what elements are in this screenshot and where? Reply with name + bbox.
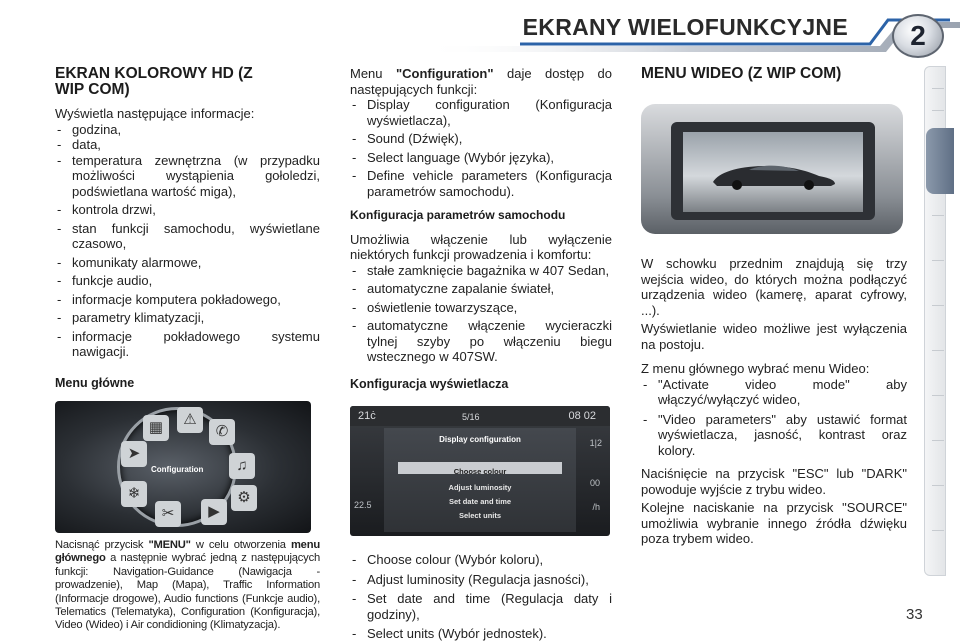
section-title-hd-screen: EKRAN KOLOROWY HD (Z WIP COM) bbox=[55, 65, 253, 98]
list-item: - stałe zamknięcie bagażnika w 407 Sedan, bbox=[350, 263, 612, 279]
page-number: 33 bbox=[906, 606, 923, 623]
list-item: - Define vehicle parameters (Konfiguracja parametrów samochodu). bbox=[350, 168, 612, 199]
tab-divider bbox=[932, 305, 944, 306]
satellite-icon: ✆ bbox=[209, 419, 235, 445]
warning-icon: ⚠ bbox=[177, 407, 203, 433]
list-item: - data, bbox=[55, 137, 320, 153]
configuration-list bbox=[350, 97, 612, 199]
list-item: - funkcje audio, bbox=[55, 273, 320, 289]
list-item: - informacje komputera pokładowego, bbox=[55, 292, 320, 308]
tab-divider bbox=[932, 350, 944, 351]
list-item: - Select units (Wybór jednostek). bbox=[350, 626, 612, 642]
screen-side-readout: 00 bbox=[589, 478, 600, 488]
caption-menu-key: "MENU" bbox=[148, 539, 191, 551]
settings-icon: ⚙ bbox=[231, 485, 257, 511]
video-icon: ▶ bbox=[201, 499, 227, 525]
list-item: - stan funkcji samochodu, wyświetlane czasowo, bbox=[55, 221, 320, 252]
page-header-title: EKRANY WIELOFUNKCYJNE bbox=[522, 14, 848, 40]
display-config-list bbox=[350, 552, 612, 642]
tab-divider bbox=[932, 215, 944, 216]
intro-text: Menu bbox=[350, 66, 383, 81]
caption-text: Nacisnąć przycisk bbox=[55, 539, 144, 551]
glovebox-video-photo bbox=[641, 104, 903, 234]
display-configuration-photo bbox=[350, 406, 610, 536]
tools-icon: ✂ bbox=[155, 501, 181, 527]
column-hd-screen bbox=[55, 66, 320, 633]
navigation-icon: ➤ bbox=[121, 441, 147, 467]
intro-text: daje dostęp do następujących funkcji: bbox=[350, 66, 612, 97]
caption-text: a następnie wybrać jedną z następujących funkcji: Navigation-Guidance (Nawigacja - prowadzenie), Map (Mapa), Traffic Information (Informacje drogowe), Audio functions (Funkcje audio), Telematics (Telematyka), Configuration (Konfiguracja), Video (Wideo) i Air condidioning (Klimatyzacja). bbox=[55, 552, 320, 632]
hd-screen-intro: Wyświetla następujące informacje: bbox=[55, 106, 255, 121]
screen-temperature: 21ċ bbox=[358, 410, 376, 422]
list-item: - kontrola drzwi, bbox=[55, 202, 320, 218]
map-icon: ▦ bbox=[143, 415, 169, 441]
vehicle-params-heading: Konfiguracja parametrów samochodu bbox=[350, 208, 566, 222]
main-menu-photo bbox=[55, 401, 311, 533]
tab-divider bbox=[932, 260, 944, 261]
air-conditioning-icon: ❄ bbox=[121, 481, 147, 507]
list-item: - komunikaty alarmowe, bbox=[55, 255, 320, 271]
video-menu-intro: Z menu głównego wybrać menu Wideo: bbox=[641, 361, 870, 376]
main-menu-caption bbox=[55, 539, 320, 633]
column-configuration bbox=[350, 66, 612, 642]
vehicle-params-text: Umożliwia włączenie lub wyłączenie niektórych funkcji prowadzenia i komfortu: bbox=[350, 231, 612, 262]
active-chapter-tab bbox=[926, 128, 954, 194]
screen-menu-item: Set date and time bbox=[448, 497, 512, 506]
list-item: - "Video parameters" aby ustawić format wyświetlacza, jasność, kontrast oraz kolory. bbox=[641, 412, 907, 459]
list-item: - "Activate video mode" aby włączyć/wyłączyć wideo, bbox=[641, 377, 907, 408]
section-title-video-menu: MENU WIDEO (Z WIP COM) bbox=[641, 65, 842, 82]
main-menu-heading: Menu główne bbox=[55, 375, 135, 390]
display-configuration-menu bbox=[384, 428, 576, 532]
screen-menu-item: Adjust luminosity bbox=[448, 483, 512, 492]
video-menu-list bbox=[641, 377, 907, 459]
screen-menu-item: Select units bbox=[458, 511, 502, 520]
chapter-number-badge: 2 bbox=[892, 14, 944, 58]
display-config-heading: Konfiguracja wyświetlacza bbox=[350, 376, 509, 391]
caption-main-menu: menu głównego bbox=[55, 539, 320, 565]
list-item: - godzina, bbox=[55, 122, 320, 138]
list-item: - oświetlenie towarzyszące, bbox=[350, 300, 612, 316]
configuration-menu-name: "Configuration" bbox=[396, 66, 494, 81]
vehicle-params-list bbox=[350, 263, 612, 365]
list-item: - parametry klimatyzacji, bbox=[55, 310, 320, 326]
tab-divider bbox=[932, 88, 944, 89]
column-video-menu bbox=[641, 66, 907, 547]
list-item: - temperatura zewnętrzna (w przypadku możliwości wystąpienia gołoledzi, podświetlana wartość miga), bbox=[55, 153, 320, 200]
tab-divider bbox=[932, 395, 944, 396]
screen-status-bar bbox=[350, 406, 610, 426]
tab-divider bbox=[932, 110, 944, 111]
screen-side-readout: 1|2 bbox=[589, 438, 602, 448]
video-screen bbox=[683, 132, 863, 212]
list-item: - automatyczne zapalanie świateł, bbox=[350, 281, 612, 297]
video-exit-text: Naciśnięcie na przycisk "ESC" lub "DARK" powoduje wyjście z trybu wideo. bbox=[641, 466, 907, 497]
list-item: - Display configuration (Konfiguracja wyświetlacza), bbox=[350, 97, 612, 128]
configuration-intro bbox=[350, 66, 612, 97]
screen-date: 5/16 bbox=[462, 412, 480, 422]
list-item: - Select language (Wybór języka), bbox=[350, 150, 612, 166]
list-item: - Choose colour (Wybór koloru), bbox=[350, 552, 612, 568]
list-item: - Sound (Dźwięk), bbox=[350, 131, 612, 147]
screen-side-readout: /h bbox=[592, 502, 600, 512]
hd-screen-info-list bbox=[55, 122, 320, 360]
video-source-text: Kolejne naciskanie na przycisk "SOURCE" umożliwia wybranie innego źródła dźwięku poza trybem wideo. bbox=[641, 500, 907, 546]
screen-menu-title: Display configuration bbox=[439, 435, 521, 444]
list-item: - Adjust luminosity (Regulacja jasności), bbox=[350, 572, 612, 588]
list-item: - automatyczne włączenie wycieraczki tylnej szyby po włączeniu biegu wstecznego w 407SW. bbox=[350, 318, 612, 365]
caption-text: w celu otworzenia bbox=[195, 539, 286, 551]
video-inputs-text: W schowku przednim znajdują się trzy wejścia wideo, do których można podłączyć urządzenia wideo (kamerę, aparat cyfrowy, ...). bbox=[641, 256, 907, 318]
screen-menu-item: Choose colour bbox=[453, 467, 507, 476]
tab-divider bbox=[932, 440, 944, 441]
car-image bbox=[709, 158, 837, 190]
list-item: - informacje pokładowego systemu nawigacji. bbox=[55, 329, 320, 360]
menu-selected-label: Configuration bbox=[151, 465, 204, 474]
video-parking-text: Wyświetlanie wideo możliwe jest wyłączenia na postoju. bbox=[641, 321, 907, 352]
tab-divider bbox=[932, 530, 944, 531]
tab-divider bbox=[932, 485, 944, 486]
screen-side-readout: 22.5 bbox=[354, 500, 372, 510]
list-item: - Set date and time (Regulacja daty i godziny), bbox=[350, 591, 612, 622]
screen-clock: 08 02 bbox=[568, 410, 596, 422]
music-icon: ♫ bbox=[229, 453, 255, 479]
